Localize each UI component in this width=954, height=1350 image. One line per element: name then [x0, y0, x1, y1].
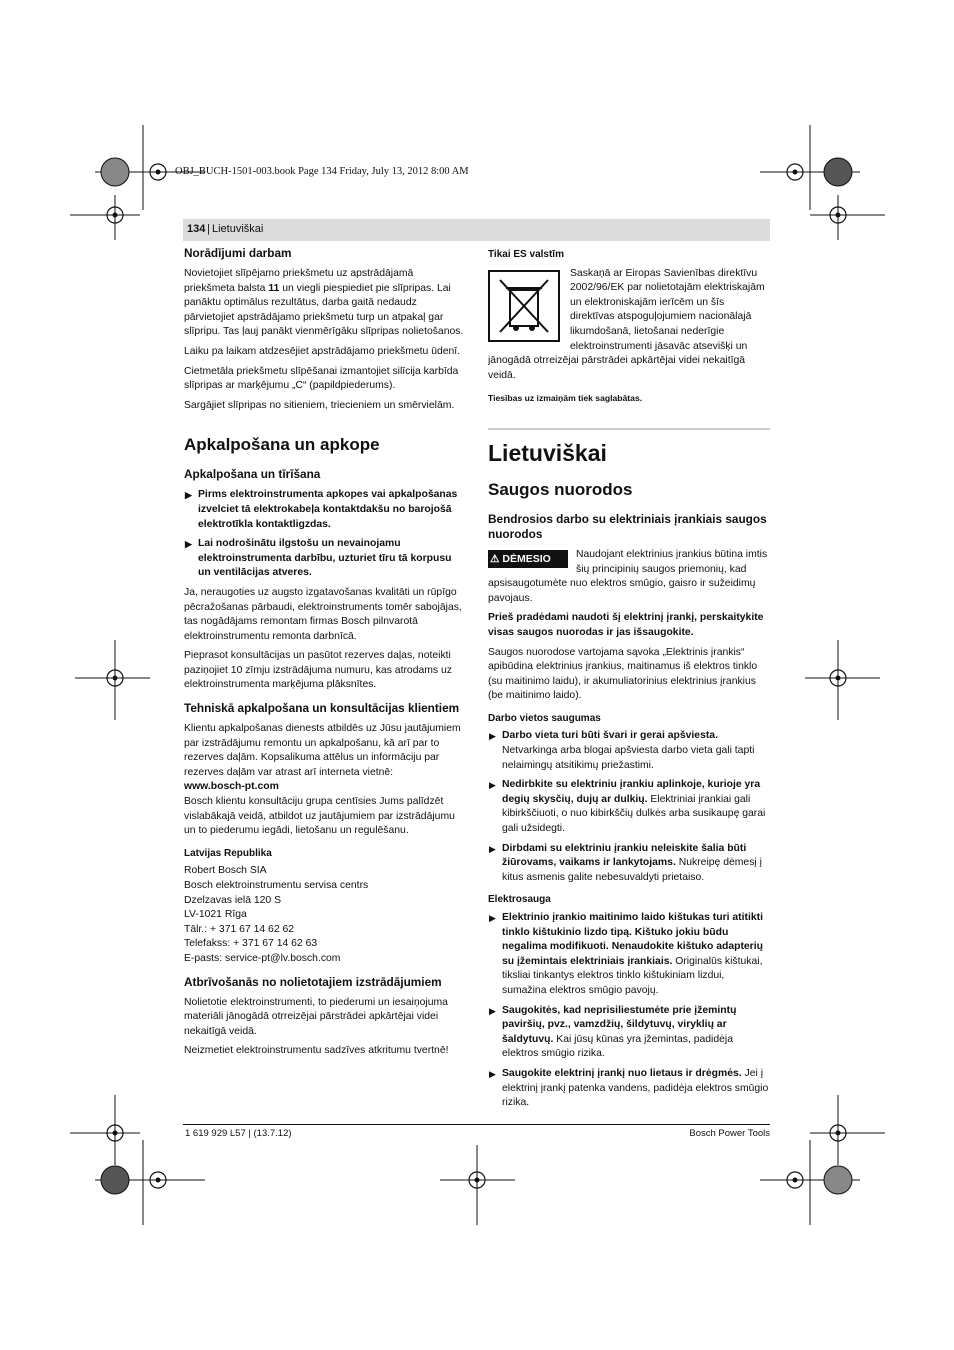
address-line: Bosch elektroinstrumentu servisa centrs — [184, 880, 369, 891]
address-line: Dzelzavas ielā 120 S — [184, 894, 282, 906]
rights-note: Tiesības uz izmaiņām tiek saglabātas. — [488, 393, 643, 404]
footer-brand: Bosch Power Tools — [689, 1128, 770, 1139]
section-divider — [488, 428, 770, 430]
bullet-triangle-icon: ▶ — [489, 843, 496, 854]
page-header — [183, 219, 770, 241]
bullet-item: ▶ Pirms elektroinstrumenta apkopes vai apkalpošanas izvelciet tā elektrokabeļa kontaktdakšu no barojošā elektrotīkla kontaktligzdas. — [185, 489, 458, 530]
bullet-item: ▶ Saugokite elektrinį įrankį nuo lietaus ir drėgmės. Jei į elektrinį įrankį patenka vandens, padidėja elektros smūgio rizika. — [489, 1067, 769, 1109]
es-paragraph: Saskaņā ar Eiropas Savienības direktīvu 2002/96/EK par nolietotajām elektriskajām un elektroniskajām ierīcēm un šīs direktīvas atspoguļojumiem nacionālajā likumdošanā, lietošanai nederīgie elektroinstrumenti jāsavāc atsevišķi un jānogādā otrreizējai pārstrādei apkārtējai videi nekaitīgā veidā. — [488, 267, 765, 381]
bullet-item: ▶ Nedirbkite su elektriniu įrankiu aplinkoje, kurioje yra degių skysčių, dujų ar dulkių. Elektriniai įrankiai gali kibirkščiuoti, o nuo kibirkščių dulkės arba susikaupę garai gali užsidegti. — [489, 779, 766, 835]
bullet-triangle-icon: ▶ — [185, 539, 192, 550]
paragraph: Cietmetāla priekšmetu slīpēšanai izmantojiet silīcija karbīda slīpripas ar marķējumu „C“ (papildpiederums). — [184, 365, 459, 392]
bullet-item: ▶ Lai nodrošinātu ilgstošu un nevainojamu elektroinstrumenta darbību, uzturiet tīru tā korpusu un ventilācijas atveres. — [185, 538, 452, 579]
paragraph: Prieš pradėdami naudoti šį elektrinį įrankį, perskaitykite visas saugos nuorodas ir jas išsaugokite. — [488, 612, 764, 638]
heading-noradijumi: Norādījumi darbam — [184, 246, 292, 260]
heading-saugos: Saugos nuorodos — [488, 479, 633, 499]
bullet-item: ▶ Elektrinio įrankio maitinimo laido kištukas turi atitikti tinklo kištukinio lizdo tipą. Kištuko jokiu būdu negalima modifikuoti. Nenaudokite kištuko adapterių su įžemintais elektriniais įrankiais. Originalūs kištukai, tiksliai tinkantys elektros tinklo kištukiniam lizdui, sumažina elektros smūgio pavojų. — [489, 912, 763, 996]
address-line: Robert Bosch SIA — [184, 865, 267, 877]
address-line: E-pasts: service-pt@lv.bosch.com — [184, 952, 341, 964]
paragraph: Saugos nuorodose vartojama sąvoka „Elektrinis įrankis“ apibūdina elektrinius įrankius, maitinamus iš elektros tinklo (su maitinimo laidu), ir akumuliatorinius elektrinius įrankius (be maitinimo laido). — [488, 646, 758, 702]
bullet-triangle-icon: ▶ — [489, 731, 496, 742]
header-separator: | — [207, 223, 210, 235]
warning-paragraph: Naudojant elektrinius įrankius būtina imtis šių principinių saugos priemonių, kad apsisaugotumėte nuo elektros smūgio, gaisro ir sužeidimų pavojaus. — [488, 548, 768, 604]
address-line: Tālr.: + 371 67 14 62 62 — [184, 923, 295, 935]
page-number: 134 — [187, 223, 206, 235]
es-block — [488, 267, 770, 384]
website-link[interactable]: www.bosch-pt.com — [184, 781, 279, 793]
address-line: LV-1021 Rīga — [184, 909, 247, 921]
footer-doc-number: 1 619 929 L57 | (13.7.12) — [185, 1128, 292, 1139]
header-language: Lietuviškai — [212, 223, 264, 235]
bullet-triangle-icon: ▶ — [489, 780, 496, 791]
heading-darbo: Darbo vietos saugumas — [488, 712, 601, 724]
page-footer — [183, 1124, 770, 1139]
bullet-item: ▶ Darbo vieta turi būti švari ir gerai apšviesta. Netvarkinga arba blogai apšviesta darbo vieta gali tapti nelaimingų atsitikimų priežastimi. — [489, 730, 755, 771]
heading-lietuviskai: Lietuviškai — [488, 439, 607, 466]
print-slug: OBJ_BUCH-1501-003.book Page 134 Friday, July 13, 2012 8:00 AM — [175, 166, 469, 177]
bullet-triangle-icon: ▶ — [489, 1005, 496, 1016]
paragraph: Bosch klientu konsultāciju grupa centīsies Jums palīdzēt vislabākajā veidā, atbildot uz jautājumiem par izstrādājumu un to piederumu iegādi, lietošanu un regulēšanu. — [184, 796, 455, 837]
paragraph: Laiku pa laikam atdzesējiet apstrādājamo priekšmetu ūdenī. — [184, 345, 461, 357]
paragraph: Sargājiet slīpripas no sitieniem, triecieniem un smērvielām. — [184, 399, 455, 411]
paragraph: Ja, neraugoties uz augsto izgatavošanas kvalitāti un rūpīgo pēcražošanas pārbaudi, elektroinstruments tomēr sabojājas, tas nogādājams remontam firmas Bosch pilnvarotā elektroinstrumentu remonta darbnīcā. — [184, 586, 462, 642]
heading-es: Tikai ES valstīm — [488, 249, 564, 260]
paragraph: Novietojiet slīpējamo priekšmetu uz apstrādājamā priekšmeta balsta 11 un viegli piespiediet pie slīpripas. Lai panāktu optimālus rezultātus, darba gaitā nedaudz pārvietojiet apstrādājamo priekšmetu turp un atpakaļ gar slīpripu. Tas ļauj panākt vienmērīgāku slīpripas nolietošanos. — [184, 268, 464, 338]
heading-tehniska: Tehniskā apkalpošana un konsultācijas klientiem — [184, 701, 460, 716]
paragraph: Nolietotie elektroinstrumenti, to piederumi un iesaiņojuma materiāli jānogādā otrreizējai pārstrādei apkārtējai videi nekaitīgā veidā. — [184, 996, 448, 1037]
weee-bin-icon — [488, 270, 560, 342]
heading-atbrivosanas: Atbrīvošanās no nolietotajiem izstrādājumiem — [184, 974, 442, 989]
bullet-triangle-icon: ▶ — [489, 1068, 496, 1079]
left-column — [184, 246, 466, 1064]
bullet-triangle-icon: ▶ — [185, 490, 192, 501]
warning-triangle-icon: ⚠ — [490, 552, 500, 565]
address-line: Telefakss: + 371 67 14 62 63 — [184, 938, 318, 950]
bullet-triangle-icon: ▶ — [489, 913, 496, 923]
paragraph: Pieprasot konsultācijas un pasūtot rezerves daļas, noteikti paziņojiet 10 zīmju izstrādājuma numuru, kas atrodams uz elektroinstrumenta marķējuma plāksnītes. — [184, 650, 452, 691]
paragraph: Klientu apkalpošanas dienests atbildēs uz Jūsu jautājumiem par izstrādājumu remontu un apkalpošanu, kā arī par to rezerves daļām. Kopsalikuma attēlus un informāciju par rezerves daļām var atrast arī interneta vietnē: — [184, 723, 461, 778]
heading-bendrosios: Bendrosios darbo su elektriniais įrankiais saugos nuorodos — [488, 511, 767, 541]
heading-apkalposana: Apkalpošana un apkope — [184, 435, 380, 455]
right-column — [488, 246, 770, 1116]
heading-tirisana: Apkalpošana un tīrīšana — [184, 467, 321, 482]
paragraph: Neizmetiet elektroinstrumentu sadzīves atkritumu tvertnē! — [184, 1045, 449, 1057]
heading-elektrosauga: Elektrosauga — [488, 894, 551, 906]
bullet-item: ▶ Saugokitės, kad neprisiliestumėte prie įžemintų paviršių, pvz., vamzdžių, šildytuvų, viryklių ar šaldytuvų. Kai jūsų kūnas yra įžemintas, padidėja elektros smūgio rizika. — [489, 1004, 737, 1060]
warning-badge: ⚠ DĖMESIO — [488, 550, 568, 568]
warning-block — [488, 548, 770, 606]
address-block — [184, 864, 466, 966]
bullet-item: ▶ Dirbdami su elektriniu įrankiu neleiskite šalia būti žiūrovams, vaikams ir lankytojams. Nukreipę dėmesį į kitus asmenis galite nebesuvaldyti prietaiso. — [489, 842, 762, 883]
country-heading: Latvijas Republika — [184, 847, 272, 859]
